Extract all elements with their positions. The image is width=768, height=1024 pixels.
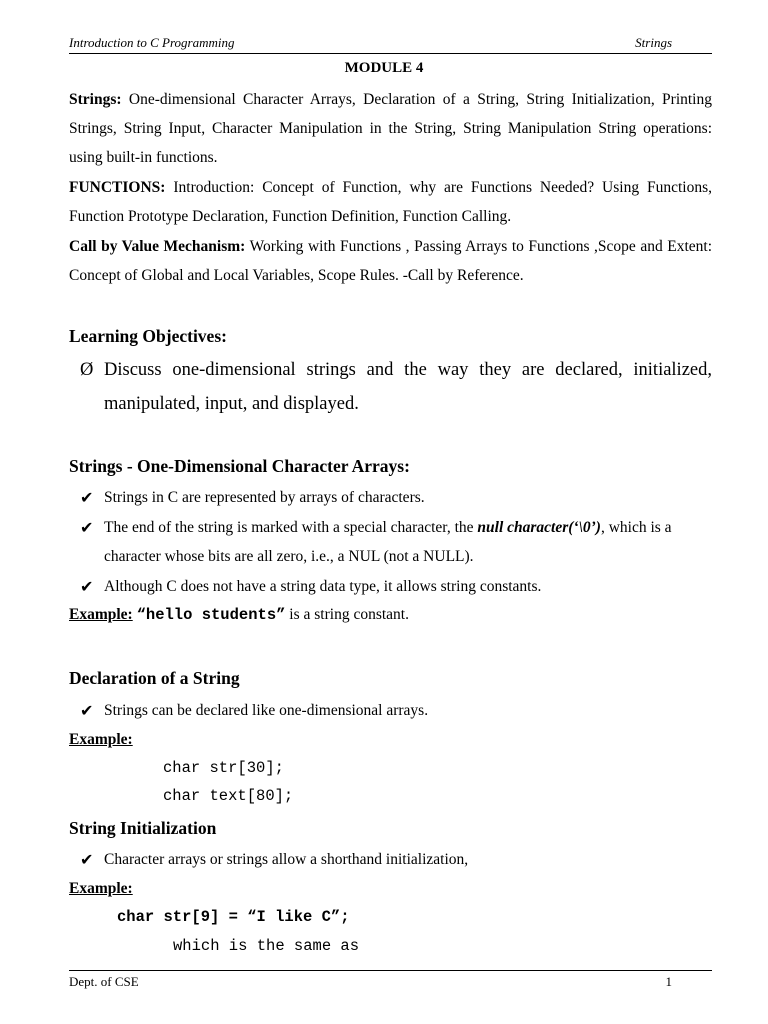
learning-objective-text: Discuss one-dimensional strings and the way they are declared, initialized, manipulated, input, and displayed. xyxy=(104,360,712,414)
intro-call-by-value-text: Working with Functions , Passing Arrays to Functions ,Scope and Extent: Concept of Global and Local Variables, Scope Rules. -Call by Reference. xyxy=(69,238,712,284)
intro-functions-paragraph xyxy=(69,173,712,231)
bullet-text: Strings in C are represented by arrays of characters. xyxy=(104,489,425,506)
module-title: MODULE 4 xyxy=(344,60,424,76)
code-line: char str[30]; xyxy=(163,759,284,777)
intro-strings-label: Strings: xyxy=(69,91,122,108)
intro-functions-label: FUNCTIONS: xyxy=(69,179,166,196)
page-header xyxy=(69,35,712,53)
code-line: char text[80]; xyxy=(163,787,294,805)
example-code: “hello students” xyxy=(136,606,286,624)
header-chapter-title: Strings xyxy=(635,35,672,50)
checkmark-icon: ✔ xyxy=(80,488,94,507)
bullet-text-part: The end of the string is marked with a special character, the xyxy=(104,519,478,536)
section-strings-heading: Strings - One-Dimensional Character Arrays: xyxy=(69,456,410,476)
intro-strings-paragraph xyxy=(69,85,712,172)
checkmark-icon: ✔ xyxy=(80,518,94,537)
page-number: 1 xyxy=(665,974,672,989)
intro-call-by-value-paragraph xyxy=(69,232,712,290)
example-line xyxy=(69,731,133,749)
bullet-text: Strings can be declared like one-dimensional arrays. xyxy=(104,702,429,719)
code-line: char str[9] = “I like C”; xyxy=(117,908,350,926)
example-line xyxy=(69,606,409,624)
intro-call-by-value-label: Call by Value Mechanism: xyxy=(69,238,246,255)
null-character-emphasis: null character(‘\0’) xyxy=(477,519,601,536)
bullet-text xyxy=(104,513,712,571)
section-declaration-heading: Declaration of a String xyxy=(69,668,240,688)
bullet-text: Although C does not have a string data type, it allows string constants. xyxy=(104,578,542,595)
header-rule xyxy=(69,53,712,54)
intro-strings-text: One-dimensional Character Arrays, Declaration of a String, String Initialization, Printing Strings, String Input, Character Manipulation in the String, String Manipulation String operations: using built-in functions. xyxy=(69,91,712,166)
example-label: Example: xyxy=(69,731,133,748)
learning-objectives-heading: Learning Objectives: xyxy=(69,326,227,346)
bullet-text: Character arrays or strings allow a shorthand initialization, xyxy=(104,851,469,868)
checkmark-icon: ✔ xyxy=(80,850,94,869)
footer-department: Dept. of CSE xyxy=(69,974,139,989)
example-label: Example: xyxy=(69,606,133,623)
code-line: which is the same as xyxy=(173,937,360,955)
checkmark-icon: ✔ xyxy=(80,577,94,596)
checkmark-icon: ✔ xyxy=(80,701,94,720)
footer-rule xyxy=(69,970,712,971)
intro-functions-text: Introduction: Concept of Function, why are Functions Needed? Using Functions, Function Prototype Declaration, Function Definition, Function Calling. xyxy=(69,179,712,225)
section-initialization-heading: String Initialization xyxy=(69,818,217,838)
header-course-title: Introduction to C Programming xyxy=(69,35,235,50)
example-text: is a string constant. xyxy=(285,606,409,623)
arrow-bullet-icon: Ø xyxy=(80,360,94,380)
example-label: Example: xyxy=(69,880,133,897)
example-line xyxy=(69,880,133,898)
bullet-text-part: , which is a character whose bits are all zero, i.e., a NUL (not a NULL). xyxy=(104,519,672,565)
